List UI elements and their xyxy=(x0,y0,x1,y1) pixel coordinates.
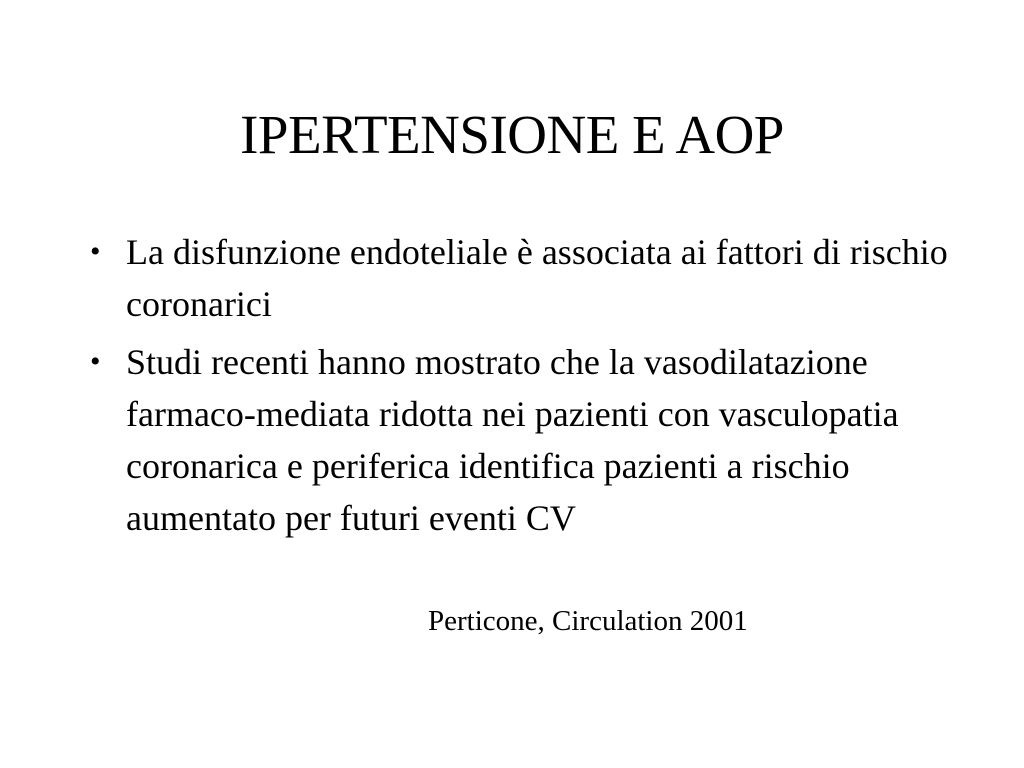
bullet-dot-icon: • xyxy=(90,235,101,268)
citation: Perticone, Circulation 2001 xyxy=(428,605,748,637)
bullet-text: La disfunzione endoteliale è associata ai fattori di rischio coronarici xyxy=(126,232,948,324)
bullet-text: Studi recenti hanno mostrato che la vasodilatazione farmaco-mediata ridotta nei pazienti con vasculopatia coronarica e periferica identifica pazienti a rischio aumentato per futuri eventi CV xyxy=(126,342,899,538)
bullet-dot-icon: • xyxy=(90,345,101,378)
bullet-item xyxy=(82,336,982,544)
slide-title: IPERTENSIONE E AOP xyxy=(240,104,784,165)
bullet-list xyxy=(82,226,982,550)
bullet-item xyxy=(82,226,982,330)
